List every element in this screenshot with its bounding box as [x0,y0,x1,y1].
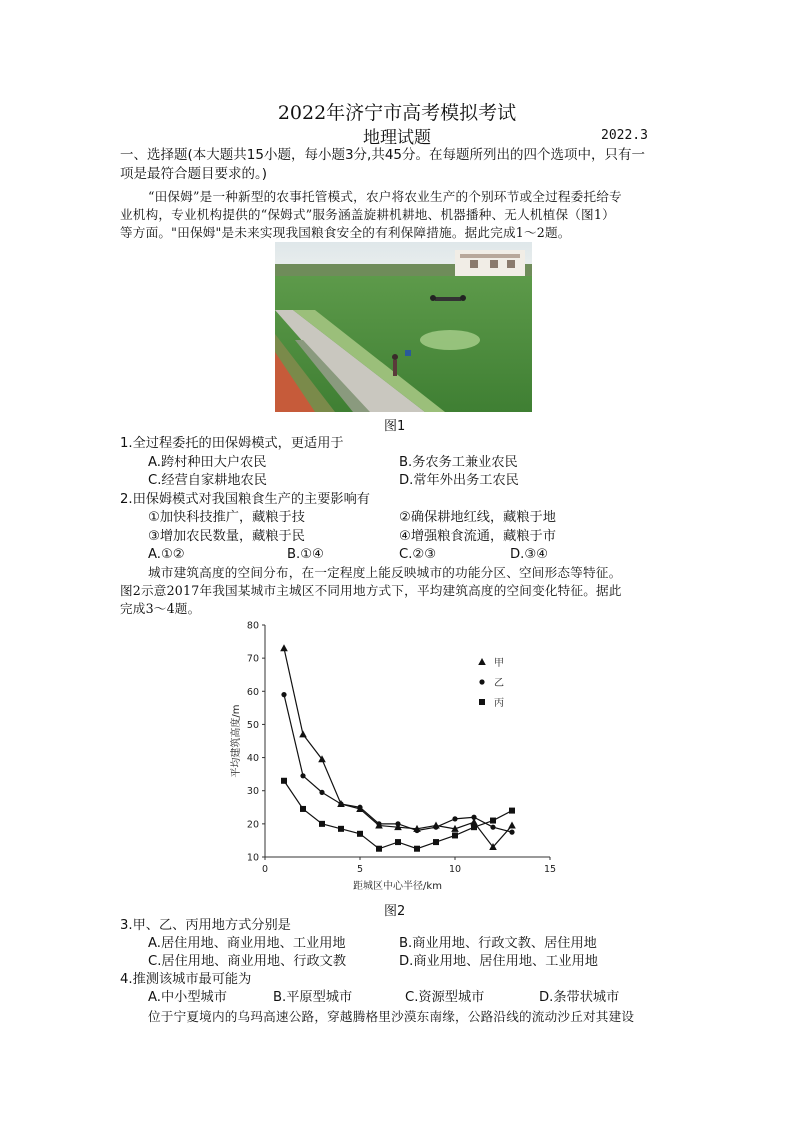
q3-option-a[interactable]: A.居住用地、商业用地、工业用地 [148,936,346,951]
legend-marker [479,699,485,705]
data-point [490,818,496,824]
data-point [490,825,495,830]
data-point [300,773,305,778]
data-point [452,832,458,838]
q2-option-d[interactable]: D.③④ [510,547,548,562]
q2-option-c[interactable]: C.②③ [399,547,437,562]
data-point [357,831,363,837]
data-point [338,826,344,832]
data-point [376,846,382,852]
q1-stem: 1.全过程委托的田保姆模式，更适用于 [120,436,344,451]
q3-option-d[interactable]: D.商业用地、居住用地、工业用地 [399,954,598,969]
y-tick-label: 50 [246,719,259,731]
q2-statement-4: ④增强粮食流通，藏粮于市 [399,529,556,544]
legend-label: 丙 [494,698,504,709]
q4-option-a[interactable]: A.中小型城市 [148,990,227,1005]
passage1-line1: “田保姆”是一种新型的农事托管模式，农户将农业生产的个别环节或全过程委托给专 [148,189,622,204]
data-point [471,815,476,820]
y-tick-label: 70 [246,653,259,665]
x-tick-label: 10 [448,864,462,875]
data-point [414,828,419,833]
data-point [338,801,343,806]
q3-option-b[interactable]: B.商业用地、行政文教、居住用地 [399,936,597,951]
data-point [319,790,324,795]
data-point [357,805,362,810]
data-point [281,778,287,784]
q2-option-b[interactable]: B.①④ [287,547,324,562]
figure1-photo [275,242,532,412]
q4-stem: 4.推测该城市最可能为 [120,972,252,987]
series-line [284,648,512,847]
passage3-line1: 位于宁夏境内的乌玛高速公路，穿越腾格里沙漠东南缘，公路沿线的流动沙丘对其建设 [148,1009,635,1024]
q1-option-c[interactable]: C.经营自家耕地农民 [148,473,267,488]
q4-option-d[interactable]: D.条带状城市 [539,990,620,1005]
q1-option-a[interactable]: A.跨村种田大户农民 [148,455,267,470]
q2-statement-2: ②确保耕地红线，藏粮于地 [399,510,556,525]
q3-option-c[interactable]: C.居住用地、商业用地、行政文教 [148,954,347,969]
passage1-line2: 业机构，专业机构提供的“保姆式”服务涵盖旋耕机耕地、机器播种、无人机植保（图1） [120,207,615,222]
x-axis-label: 距城区中心半径/km [353,881,442,892]
page-subtitle: 地理试题 [363,128,431,148]
data-point [395,839,401,845]
y-tick-label: 60 [246,686,259,698]
x-tick-label: 5 [356,864,364,875]
y-tick-label: 80 [246,620,259,632]
series-line [284,781,512,849]
section-heading-line1: 一、选择题(本大题共15小题，每小题3分,共45分。在每题所列出的四个选项中，只有一 [120,147,646,163]
data-point [376,821,381,826]
series-line [284,695,512,833]
legend-marker [479,679,484,684]
data-point [471,824,477,830]
data-point [280,644,288,651]
q2-stem: 2.田保姆模式对我国粮食生产的主要影响有 [120,492,370,507]
data-point [299,730,307,737]
q4-option-b[interactable]: B.平原型城市 [273,990,353,1005]
legend-label: 乙 [494,678,504,689]
section-heading-line2: 项是最符合题目要求的。) [120,166,268,182]
data-point [508,822,516,829]
page-title: 2022年济宁市高考模拟考试 [277,102,517,124]
data-point [433,839,439,845]
data-point [300,806,306,812]
passage2-line1: 城市建筑高度的空间分布，在一定程度上能反映城市的功能分区、空间形态等特征。 [148,565,622,580]
x-tick-label: 15 [543,864,557,875]
data-point [281,692,286,697]
passage2-line2: 图2示意2017年我国某城市主城区不同用地方式下，平均建筑高度的空间变化特征。据此 [120,583,622,598]
data-point [395,821,400,826]
data-point [452,816,457,821]
data-point [433,825,438,830]
series-3 [281,778,515,852]
y-tick-label: 40 [246,753,259,765]
q4-option-c[interactable]: C.资源型城市 [405,990,485,1005]
figure2-caption: 图2 [384,904,406,919]
x-tick-label: 0 [261,864,269,875]
exam-date: 2022.3 [601,128,648,143]
q2-statement-1: ①加快科技推广，藏粮于技 [148,510,305,525]
q2-statement-3: ③增加农民数量，藏粮于民 [148,529,305,544]
legend-marker [478,658,486,665]
building-height-chart [220,615,570,900]
passage2-line3: 完成3～4题。 [120,601,201,616]
data-point [509,830,514,835]
q3-stem: 3.甲、乙、丙用地方式分别是 [120,918,291,933]
rice-field-drone-photo [275,242,532,412]
y-tick-label: 20 [246,819,259,831]
data-point [319,821,325,827]
y-tick-label: 30 [246,786,259,798]
q1-option-d[interactable]: D.常年外出务工农民 [399,473,519,488]
passage1-line3: 等方面。"田保姆"是未来实现我国粮食安全的有利保障措施。据此完成1～2题。 [120,225,571,240]
data-point [509,808,515,814]
q2-option-a[interactable]: A.①② [148,547,185,562]
y-axis-label: 平均建筑高度/m [231,704,242,778]
legend-label: 甲 [494,658,504,669]
q1-option-b[interactable]: B.务农务工兼业农民 [399,455,518,470]
series-2 [281,692,514,835]
y-tick-label: 10 [246,852,259,864]
data-point [414,846,420,852]
figure1-caption: 图1 [384,419,406,434]
